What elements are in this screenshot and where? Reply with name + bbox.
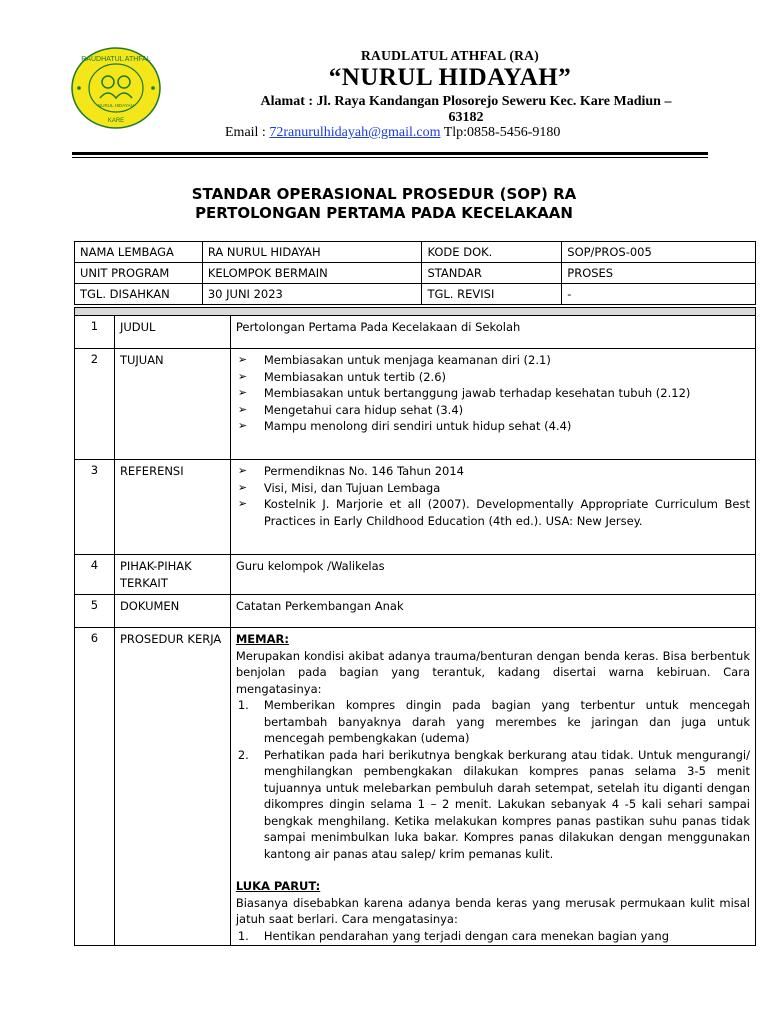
arrow-bullet-icon: ➢: [237, 480, 248, 494]
arrow-bullet-icon: ➢: [237, 386, 248, 399]
info-label: NAMA LEMBAGA: [75, 242, 203, 263]
table-row: [75, 555, 756, 595]
row-content: [230, 349, 755, 460]
school-name: “NURUL HIDAYAH”: [328, 64, 572, 91]
memar-heading: MEMAR:: [235, 632, 289, 646]
referensi-list: [236, 463, 750, 529]
arrow-bullet-icon: ➢: [237, 497, 248, 510]
arrow-bullet-icon: ➢: [237, 353, 248, 366]
list-item: 1. Memberikan kompres dingin pada bagian yang terbentur untuk mencegah bertambah banyaknya darah yang merembes ke jaringan dan juga untuk mencegah pembengkakan (udema): [237, 698, 750, 745]
table-row: [75, 628, 756, 946]
row-label: REFERENSI: [114, 460, 230, 555]
luka-parut-heading: LUKA PARUT:: [235, 879, 321, 893]
logo-bottom-text: KARE: [107, 118, 125, 124]
row-label: PROSEDUR KERJA: [114, 628, 230, 946]
phone-number: Tlp:0858-5456-9180: [440, 125, 561, 140]
info-label: UNIT PROGRAM: [75, 263, 203, 284]
list-item: ➢ Permendiknas No. 146 Tahun 2014: [237, 464, 464, 478]
row-label: TUJUAN: [114, 349, 230, 460]
document-title-line1: STANDAR OPERASIONAL PROSEDUR (SOP) RA: [191, 185, 577, 203]
luka-parut-intro: Biasanya disebabkan karena adanya benda keras yang merusak permukaan kulit misal jatuh saat berlari. Cara mengatasinya:: [235, 895, 750, 926]
row-label: JUDUL: [114, 316, 230, 349]
row-number: 1: [75, 316, 115, 349]
row-label: DOKUMEN: [114, 595, 230, 628]
school-address: [228, 94, 704, 126]
list-item: ➢ Visi, Misi, dan Tujuan Lembaga: [237, 480, 441, 495]
list-item: ➢ Mampu menolong diri sendiri untuk hidup sehat (4.4): [237, 419, 572, 433]
row-number: 6: [75, 628, 115, 946]
row-content: [230, 628, 755, 946]
document-title: [0, 185, 768, 223]
tujuan-list: [236, 352, 750, 435]
info-value: PROSES: [562, 263, 756, 284]
info-value: 30 JUNI 2023: [202, 284, 422, 305]
table-row: [75, 460, 756, 555]
memar-intro: Merupakan kondisi akibat adanya trauma/benturan dengan benda keras. Bisa berbentuk benjolan pada bagian yang terantuk, kadang disertai warna kebiruan. Cara mengatasinya:: [235, 648, 750, 696]
address-postcode: 63182: [448, 110, 484, 125]
list-item: ➢ Membiasakan untuk bertanggung jawab terhadap kesehatan tubuh (2.12): [237, 386, 691, 400]
row-number: 5: [75, 595, 115, 628]
info-label: TGL. REVISI: [422, 284, 562, 305]
sop-table: [74, 307, 756, 946]
row-content: Catatan Perkembangan Anak: [230, 595, 755, 628]
arrow-bullet-icon: ➢: [237, 402, 248, 416]
school-type: RAUDLATUL ATHFAL (RA): [360, 48, 540, 63]
logo-top-text: RAUDHATUL ATHFAL: [81, 56, 151, 63]
luka-parut-steps: [236, 928, 750, 945]
table-row: [75, 349, 756, 460]
table-row: [75, 284, 756, 305]
contact-line: [225, 125, 705, 141]
table-row: [75, 316, 756, 349]
info-label: TGL. DISAHKAN: [75, 284, 203, 305]
logo-inner-text: NURUL HIDAYAH: [98, 103, 134, 108]
memar-steps: [236, 697, 750, 862]
list-item: ➢ Kostelnik J. Marjorie et all (2007). Developmentally Appropriate Curriculum Best Practices in Early Childhood Education (4th ed.). USA: New Jersey.: [237, 497, 750, 528]
header-rule-thin: [72, 157, 708, 158]
table-row: [75, 242, 756, 263]
row-number: 4: [75, 555, 115, 595]
row-content: Pertolongan Pertama Pada Kecelakaan di Sekolah: [230, 316, 755, 349]
list-item: ➢ Mengetahui cara hidup sehat (3.4): [237, 402, 464, 417]
email-label: Email :: [225, 125, 270, 140]
row-number: 3: [75, 460, 115, 555]
school-logo-icon: [70, 46, 162, 130]
table-header-band: [75, 308, 756, 316]
row-label: PIHAK-PIHAK TERKAIT: [114, 555, 230, 595]
list-item: ➢ Membiasakan untuk tertib (2.6): [237, 369, 446, 384]
row-content: [230, 460, 755, 555]
info-label: STANDAR: [422, 263, 562, 284]
info-label: KODE DOK.: [422, 242, 562, 263]
letterhead: [0, 0, 768, 170]
info-value: KELOMPOK BERMAIN: [202, 263, 422, 284]
arrow-bullet-icon: ➢: [237, 369, 248, 383]
info-value: -: [562, 284, 756, 305]
row-content: Guru kelompok /Walikelas: [230, 555, 755, 595]
list-item: ➢ Membiasakan untuk menjaga keamanan diri (2.1): [237, 353, 551, 367]
document-title-line2: PERTOLONGAN PERTAMA PADA KECELAKAAN: [195, 204, 573, 222]
address-line: Alamat : Jl. Raya Kandangan Plosorejo Seweru Kec. Kare Madiun –: [260, 94, 672, 109]
email-link[interactable]: 72ranurulhidayah@gmail.com: [269, 125, 441, 140]
row-number: 2: [75, 349, 115, 460]
info-value: RA NURUL HIDAYAH: [202, 242, 422, 263]
arrow-bullet-icon: ➢: [237, 419, 248, 432]
arrow-bullet-icon: ➢: [237, 464, 248, 477]
table-row: [75, 595, 756, 628]
list-item: 2. Perhatikan pada hari berikutnya bengkak berkurang atau tidak. Untuk mengurangi/ menghilangkan pembengkakan dilakukan kompres panas selama 3-5 menit tujuannya untuk melebarkan pembuluh darah setempat, setelah itu diganti dengan dikompres dingin selama 1 – 2 menit. Lakukan sebanyak 4 -5 kali sehari sampai bengkak menghilang. Ketika melakukan kompres panas pastikan suhu panas tidak sampai menimbulkan luka bakar. Kompres panas dilakukan dengan menggunakan kantong air panas atau salep/ krim pemanas kulit.: [237, 747, 750, 861]
header-rule-thick: [72, 152, 708, 155]
table-row: [75, 263, 756, 284]
info-value: SOP/PROS-005: [562, 242, 756, 263]
document-info-table: [74, 241, 756, 305]
list-item: 1. Hentikan pendarahan yang terjadi dengan cara menekan bagian yang: [237, 928, 669, 943]
